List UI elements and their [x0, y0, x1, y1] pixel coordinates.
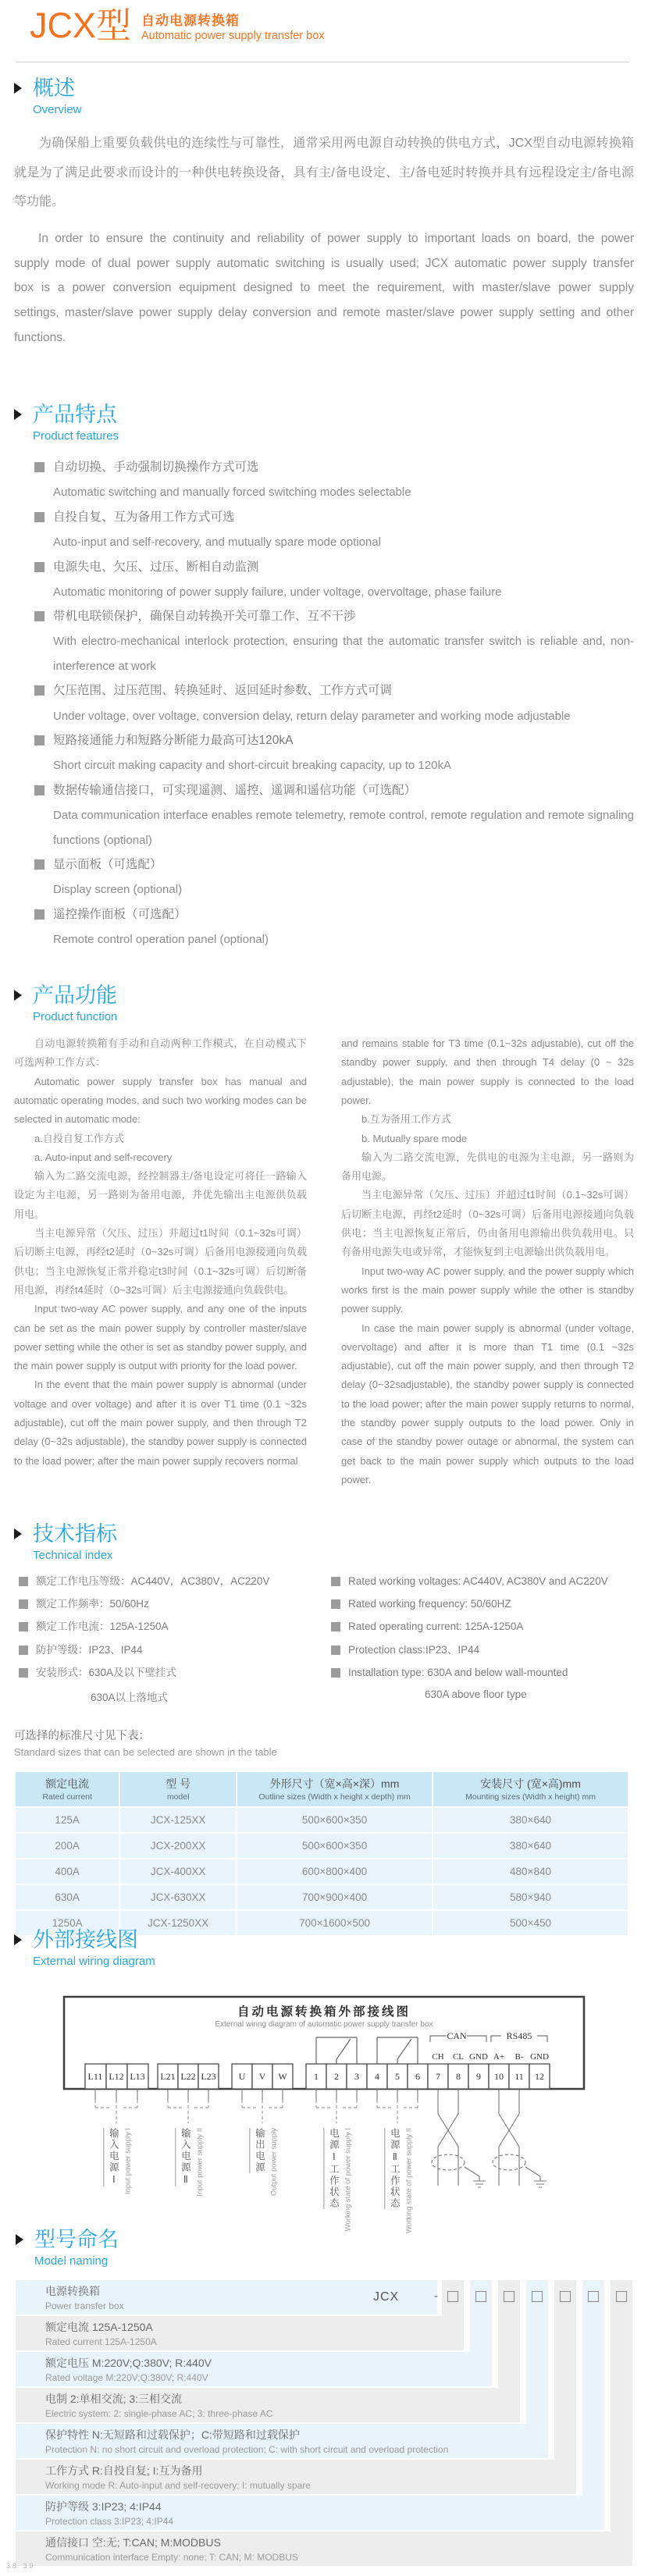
feature-item-zh: 欠压范围、过压范围、转换延时、返回延时参数、工作方式可调: [34, 678, 634, 703]
tech-item: Rated working voltages: AC440V, AC380V and AC220V: [331, 1574, 634, 1589]
section-function: [14, 984, 634, 1489]
tech-heading-en: Technical index: [33, 1549, 113, 1563]
naming-row: [16, 2388, 520, 2422]
bullet-square-icon: [34, 512, 45, 522]
function-paragraph: 自动电源转换箱有手动和自动两种工作模式，在自动模式下可选两种工作方式：: [14, 1037, 307, 1069]
naming-row-en: Working mode R: Auto-input and self-recovery; I: mutually spare: [45, 2480, 311, 2492]
tech-column-zh: [14, 1574, 331, 1713]
table-cell: 200A: [16, 1834, 119, 1858]
section-marker-icon: [14, 83, 22, 94]
feature-item-en: Automatic switching and manually forced switching modes selectable: [53, 486, 411, 500]
terminal-label: V: [258, 2071, 266, 2082]
naming-row-zh: 防护等级 3:IP23; 4:IP44: [45, 2500, 162, 2514]
function-heading-zh: 产品功能: [33, 984, 117, 1007]
table-cell: 600×800×400: [237, 1859, 432, 1884]
overview-paragraph-en: In order to ensure the continuity and reliability of power supply to important loads on board, the power supply mode of dual power supply automatic switching is usually used; JCX automatic power supply transfer box is a power conversion equipment designed to meet the requirement, with master/slave power supply settings, master/slave power supply delay conversion and remote master/slave power supply setting and other functions.: [14, 231, 634, 344]
terminal-label: L11: [87, 2071, 103, 2082]
page-numbers: 38 39: [6, 2562, 36, 2570]
signal-label: GND: [469, 2052, 488, 2062]
tech-heading: [14, 1522, 634, 1562]
feature-list: [34, 455, 634, 952]
naming-heading: [16, 2228, 632, 2268]
table-cell: 700×900×400: [237, 1885, 432, 1909]
naming-row-en: Rated voltage M:220V;Q:380V; R:440V: [45, 2372, 208, 2384]
terminal-label: 7: [436, 2071, 440, 2082]
bullet-square-icon: [331, 1599, 340, 1609]
section-naming: [16, 2228, 632, 2566]
naming-row-zh: 通信接口 空:无; T:CAN; M:MODBUS: [45, 2536, 221, 2549]
table-cell: 1250A: [16, 1911, 119, 1935]
bullet-square-icon: [19, 1622, 28, 1631]
terminal-label: W: [278, 2071, 287, 2082]
overview-paragraph-zh: 为确保船上重要负载供电的连续性与可靠性，通常采用两电源自动转换的供电方式，JCX型自动电源转换箱就是为了满足此要求而设计的一种供电转换设备，具有主/备电设定、主/备电延时转换并具有远程设定主/备电源等功能。: [14, 137, 634, 209]
sizes-intro-zh: 可选择的标准尺寸见下表：: [14, 1730, 150, 1742]
overview-heading-en: Overview: [33, 103, 82, 117]
group-brackets: [95, 2100, 418, 2123]
naming-strip: [611, 2280, 632, 2566]
naming-row-zh: 额定电压 M:220V;Q:380V; R:440V: [45, 2357, 212, 2370]
tech-item: Protection class:IP23、IP44: [331, 1643, 634, 1657]
feature-item-en: Automatic monitoring of power supply failure, under voltage, overvoltage, phase failure: [53, 585, 502, 599]
model-prefix: JCX: [373, 2290, 400, 2304]
group-label-zh: 电源Ⅰ工作状态: [323, 2128, 340, 2209]
features-heading-en: Product features: [33, 429, 119, 443]
feature-item-zh: 数据传输通信接口，可实现遥测、遥控、遥调和遥信功能（可选配）: [34, 778, 634, 803]
section-tech: [14, 1522, 634, 1713]
naming-row-zh: 工作方式 R:自投自复; I:互为备用: [45, 2464, 203, 2478]
table-cell: JCX-630XX: [120, 1885, 236, 1909]
terminal-group-label: [103, 2128, 132, 2194]
feature-item-en: Short circuit making capacity and short-circuit breaking capacity, up to 120kA: [53, 759, 451, 773]
naming-row-zh: 额定电流 125A-1250A: [45, 2321, 153, 2334]
terminal-group-label: [249, 2128, 278, 2196]
bullet-square-icon: [331, 1668, 340, 1678]
table-cell: 500×600×350: [237, 1808, 432, 1832]
function-heading-en: Product function: [33, 1010, 118, 1024]
tech-item: 防护等级：IP23、IP44: [19, 1643, 331, 1657]
naming-chart: [16, 2280, 632, 2566]
bullet-square-icon: [34, 462, 45, 472]
feature-item-en: Auto-input and self-recovery, and mutually spare mode optional: [53, 535, 381, 550]
function-paragraph: 输入为二路交流电源，经控制器主/备电设定可将任一路输入设定为主电源，另一路则为备用电源，并优先输出主电源供负载用电。: [14, 1170, 307, 1220]
naming-row: [16, 2496, 604, 2530]
wiring-heading-en: External wiring diagram: [33, 1955, 155, 1969]
table-row: [16, 1859, 628, 1884]
code-box-icon: [616, 2291, 627, 2302]
terminal-label: 5: [395, 2071, 400, 2082]
table-cell: 580×940: [433, 1885, 628, 1909]
naming-row-en: Electric system: 2: single-phase AC; 3: three-phase AC: [45, 2408, 273, 2420]
wiring-heading-zh: 外部接线图: [33, 1928, 138, 1952]
feature-item-en: Under voltage, over voltage, conversion delay, return delay parameter and working mode adjustable: [53, 709, 571, 723]
wiring-heading: [14, 1928, 634, 1968]
twisted-pair-icon: [493, 2089, 547, 2187]
function-paragraph: In the event that the main power supply is abnormal (under voltage and over voltage) and after it is over T1 time (0.1 ~32s adjustable), cut off the main power supply, and then through T2 delay (0~32s adjustable), the standby power supply is connected to the load power; after the main power supply recovers normal: [14, 1379, 307, 1467]
naming-row-en: Power transfer box: [45, 2300, 124, 2312]
column-header: 型 号 model: [120, 1772, 236, 1806]
feature-item-en: With electro-mechanical interlock protection, ensuring that the automatic transfer switch is reliable and, non-interference at work: [53, 635, 634, 673]
function-column-right: [341, 1034, 634, 1489]
terminal-label: U: [238, 2071, 246, 2082]
feature-item-en: Data communication interface enables remote telemetry, remote control, remote regulation and remote signaling functions (optional): [53, 809, 634, 847]
bullet-square-icon: [19, 1599, 28, 1609]
model-title: JCX型: [30, 5, 132, 46]
feature-item-zh: 遥控操作面板（可选配）: [34, 902, 634, 927]
tech-item: Installation type: 630A and below wall-mounted: [331, 1666, 634, 1680]
section-marker-icon: [14, 1934, 22, 1945]
table-cell: 500×600×350: [237, 1834, 432, 1858]
function-column-left: [14, 1034, 307, 1489]
table-row: [16, 1885, 628, 1909]
terminal-labels: [88, 2071, 544, 2082]
function-paragraph: 当主电源异常（欠压、过压）并超过t1时间（0.1~32s可调）后切断主电源，再经t2延时（0~32s可调）后备用电源接通向负载供电；当主电源恢复正常并稳定t3时间（0.1~32s可调）后切断备用电源，再经t4延时（0~32s可调）后主电源接通向负载供电。: [14, 1227, 307, 1296]
signal-labels: [432, 2052, 549, 2062]
group-label-en: Working state of power supply I: [344, 2128, 353, 2232]
features-heading: [14, 403, 634, 443]
terminal-group-label: [175, 2128, 204, 2197]
signal-label: GND: [530, 2052, 549, 2062]
function-paragraph: b.互为备用工作方式: [361, 1113, 451, 1126]
function-paragraph: 输入为二路交流电源，先供电的电源为主电源，另一路则为备用电源。: [341, 1151, 634, 1183]
tech-heading-zh: 技术指标: [33, 1522, 117, 1546]
group-label-zh: 输出电源: [249, 2128, 266, 2173]
naming-row: [16, 2424, 548, 2458]
tech-item: 额定工作频率：50/60Hz: [19, 1597, 331, 1611]
terminal-label: 4: [375, 2071, 379, 2082]
terminal-label: L22: [180, 2071, 196, 2082]
signal-label: A+: [493, 2052, 505, 2062]
function-paragraph: Input two-way AC power supply, and the power supply which works first is the main power supply while the other is standby power supply.: [341, 1265, 634, 1315]
feature-item-en: Remote control operation panel (optional): [53, 933, 269, 947]
table-cell: 700×1600×500: [237, 1911, 432, 1935]
feature-item-zh: 自动切换、手动强制切换操作方式可选: [34, 455, 634, 480]
code-box-icon: [475, 2291, 486, 2302]
feature-item-en: Display screen (optional): [53, 883, 183, 897]
terminal-label: 6: [415, 2071, 420, 2082]
overview-heading-zh: 概述: [33, 76, 75, 100]
table-row: [16, 1808, 628, 1832]
twisted-pair-icon: [432, 2089, 486, 2187]
bullet-square-icon: [34, 611, 45, 621]
terminal-label: 12: [535, 2071, 544, 2082]
code-box-icon: [447, 2291, 458, 2302]
naming-row: [16, 2316, 464, 2350]
signal-label: CH: [432, 2052, 444, 2062]
terminal-group-label: [323, 2128, 352, 2231]
terminal-label: 3: [354, 2071, 359, 2082]
terminal-label: 11: [514, 2071, 524, 2082]
group-label-en: Input power supply I: [123, 2128, 133, 2195]
bullet-square-icon: [331, 1577, 340, 1586]
tech-item-sub: 630A以上落地式: [91, 1692, 169, 1704]
page-header: [30, 5, 325, 46]
group-label-en: Working state of power supply II: [404, 2128, 414, 2233]
naming-row-zh: 电制 2:单相交流; 3:三相交流: [45, 2393, 183, 2406]
function-heading: [14, 984, 634, 1023]
wiring-diagram: [16, 1991, 632, 2248]
tech-item: 额定工作电压等级：AC440V，AC380V，AC220V: [19, 1574, 331, 1589]
terminal-label: 9: [476, 2071, 481, 2082]
signal-label: B-: [514, 2052, 524, 2062]
naming-row: [16, 2352, 492, 2386]
table-cell: JCX-400XX: [120, 1859, 236, 1884]
group-label-en: Input power supply II: [195, 2128, 205, 2197]
bullet-square-icon: [34, 735, 45, 745]
code-box-icon: [504, 2291, 514, 2302]
function-paragraph: 当主电源异常（欠压、过压）并超过t1时间（0.1~32s可调）后切断主电源，再经t2延时（0~32s可调）后备用电源接通向负载供电；当主电源恢复正常后，仍由备用电源输出供负载用电。只有备用电源失电或异常，才能恢复到主电源输出供负载用电。: [341, 1189, 634, 1258]
section-overview: [14, 76, 634, 350]
section-marker-icon: [14, 409, 22, 420]
table-cell: 500×450: [433, 1911, 628, 1935]
naming-row-en: Rated current 125A-1250A: [45, 2336, 157, 2348]
changeover-switch-icon: [316, 2037, 418, 2064]
terminal-label: 8: [456, 2071, 461, 2082]
tech-item: Rated operating current: 125A-1250A: [331, 1620, 634, 1634]
function-paragraph: In case the main power supply is abnormal (under voltage, overvoltage) and after it is more than T1 time (0.1 ~32s adjustable), cut off the main power supply, and then through T2 delay (0~32sadjustable), the standby power supply is connected to the load power; after the main power supply returns to normal, the standby power supply outputs to the load power. Only in case of the standby power outage or abnormal, the system can get back to the main power supply which outputs to the load power.: [341, 1322, 634, 1485]
bullet-square-icon: [34, 785, 45, 795]
function-paragraph: Automatic power supply transfer box has manual and automatic operating modes, and such two working modes can be selected in automatic mode:: [14, 1075, 307, 1126]
feature-item-zh: 带机电联锁保护，确保自动转换开关可靠工作、互不干涉: [34, 604, 634, 629]
terminal-group-label: [384, 2128, 413, 2233]
table-cell: 480×840: [433, 1859, 628, 1884]
feature-item-zh: 显示面板（可选配）: [34, 852, 634, 877]
bullet-square-icon: [19, 1577, 28, 1586]
naming-row-en: Protection N: no short circuit and overload protection; C: with short circuit and overload protection: [45, 2444, 449, 2456]
tech-item: 额定工作电流：125A-1250A: [19, 1620, 331, 1634]
code-box-icon: [560, 2291, 571, 2302]
features-heading-zh: 产品特点: [33, 403, 117, 426]
table-cell: 400A: [16, 1859, 119, 1884]
column-header: 额定电流 Rated current: [16, 1772, 119, 1806]
tech-item-sub: 630A above floor type: [425, 1688, 527, 1701]
group-label-zh: 输入电源Ⅱ: [175, 2128, 192, 2186]
table-cell: 380×640: [433, 1834, 628, 1858]
tech-column-en: [331, 1574, 634, 1713]
naming-row: [16, 2532, 632, 2566]
table-cell: 125A: [16, 1808, 119, 1832]
naming-heading-en: Model naming: [34, 2254, 109, 2268]
terminal-label: L21: [160, 2071, 176, 2082]
section-features: [14, 403, 634, 952]
terminal-label: L13: [130, 2071, 145, 2082]
bullet-square-icon: [19, 1646, 28, 1655]
code-box-icon: [532, 2291, 543, 2302]
sizes-intro-en: Standard sizes that can be selected are shown in the table: [14, 1746, 277, 1758]
product-title-block: [141, 9, 325, 43]
naming-row-en: Protection class 3:IP23; 4:IP44: [45, 2516, 174, 2528]
table-cell: 380×640: [433, 1808, 628, 1832]
naming-row-en: Communication interface Empty: none; T: CAN; M: MODBUS: [45, 2552, 298, 2564]
function-columns: [14, 1034, 634, 1489]
section-marker-icon: [14, 990, 22, 1001]
terminal-label: 10: [494, 2071, 504, 2082]
tech-columns: [14, 1574, 634, 1713]
terminal-label: L23: [201, 2071, 216, 2082]
function-paragraph: a. Auto-input and self-recovery: [34, 1151, 173, 1163]
sizes-table: [14, 1770, 629, 1937]
section-wiring: [14, 1928, 634, 1968]
section-sizes: [14, 1727, 634, 1937]
feature-item-zh: 电源失电、欠压、过压、断相自动监测: [34, 555, 634, 580]
terminal-label: L12: [109, 2071, 124, 2082]
column-header: 安装尺寸 (宽×高)mm Mounting sizes (Width x height) mm: [433, 1772, 628, 1806]
naming-row-zh: 电源转换箱: [45, 2285, 100, 2298]
tech-item: Rated working frequency: 50/60HZ: [331, 1597, 634, 1611]
diagram-title-en: External wiring diagram of automatic power supply transfer box: [215, 2020, 433, 2029]
bullet-square-icon: [34, 909, 45, 920]
terminal-label: 1: [314, 2071, 319, 2082]
feature-item-zh: 短路接通能力和短路分断能力最高可达120kA: [34, 728, 634, 753]
column-header: 外形尺寸（宽×高×深）mm Outline sizes (Width x height x depth) mm: [237, 1772, 432, 1806]
bullet-square-icon: [34, 562, 45, 572]
group-label-en: Output power supply: [269, 2128, 279, 2197]
drop-lines: [95, 2089, 418, 2100]
bullet-square-icon: [34, 859, 45, 870]
table-cell: JCX-1250XX: [120, 1911, 236, 1935]
bullet-square-icon: [34, 685, 45, 696]
function-paragraph: and remains stable for T3 time (0.1~32s adjustable), cut off the standby power supply, and then through T4 delay (0 ~ 32s adjustable), the main power supply is connected to the load power.: [341, 1037, 634, 1106]
table-header-row: [16, 1772, 628, 1806]
naming-heading-zh: 型号命名: [34, 2228, 119, 2251]
section-marker-icon: [14, 1528, 22, 1539]
bullet-square-icon: [331, 1646, 340, 1655]
model-dash: -: [434, 2290, 438, 2304]
feature-item-zh: 自投自复、互为备用工作方式可选: [34, 505, 634, 530]
signal-label: CL: [452, 2052, 465, 2062]
product-title-zh: 自动电源转换箱: [141, 13, 240, 28]
rs485-label: RS485: [506, 2030, 532, 2041]
overview-heading: [14, 76, 634, 116]
diagram-title-zh: 自动电源转换箱外部接线图: [237, 2005, 411, 2019]
naming-strip: [582, 2280, 604, 2530]
naming-row: [16, 2460, 576, 2494]
function-paragraph: a.自投自复工作方式: [34, 1132, 124, 1144]
naming-row-zh: 保护特性 N:无短路和过载保护；C:带短路和过载保护: [45, 2428, 300, 2442]
product-title-en: Automatic power supply transfer box: [141, 30, 325, 42]
terminal-label: 2: [334, 2071, 339, 2082]
can-label: CAN: [447, 2030, 467, 2041]
function-paragraph: b. Mutually spare mode: [361, 1132, 468, 1144]
tech-item: 安装形式：630A及以下壁挂式: [19, 1666, 331, 1680]
table-cell: 630A: [16, 1885, 119, 1909]
group-label-zh: 电源Ⅱ工作状态: [384, 2128, 401, 2209]
table-cell: JCX-125XX: [120, 1808, 236, 1832]
section-marker-icon: [16, 2234, 23, 2245]
bullet-square-icon: [19, 1668, 28, 1678]
code-box-icon: [588, 2291, 599, 2302]
table-cell: JCX-200XX: [120, 1834, 236, 1858]
function-paragraph: Input two-way AC power supply, and any one of the inputs can be set as the main power supply by controller master/slave power setting while the other is set as standby power supply, and the main power supply is output with priority for the load power.: [14, 1303, 307, 1372]
group-label-zh: 输入电源Ⅰ: [103, 2128, 120, 2186]
table-row: [16, 1834, 628, 1858]
bullet-square-icon: [331, 1622, 340, 1631]
